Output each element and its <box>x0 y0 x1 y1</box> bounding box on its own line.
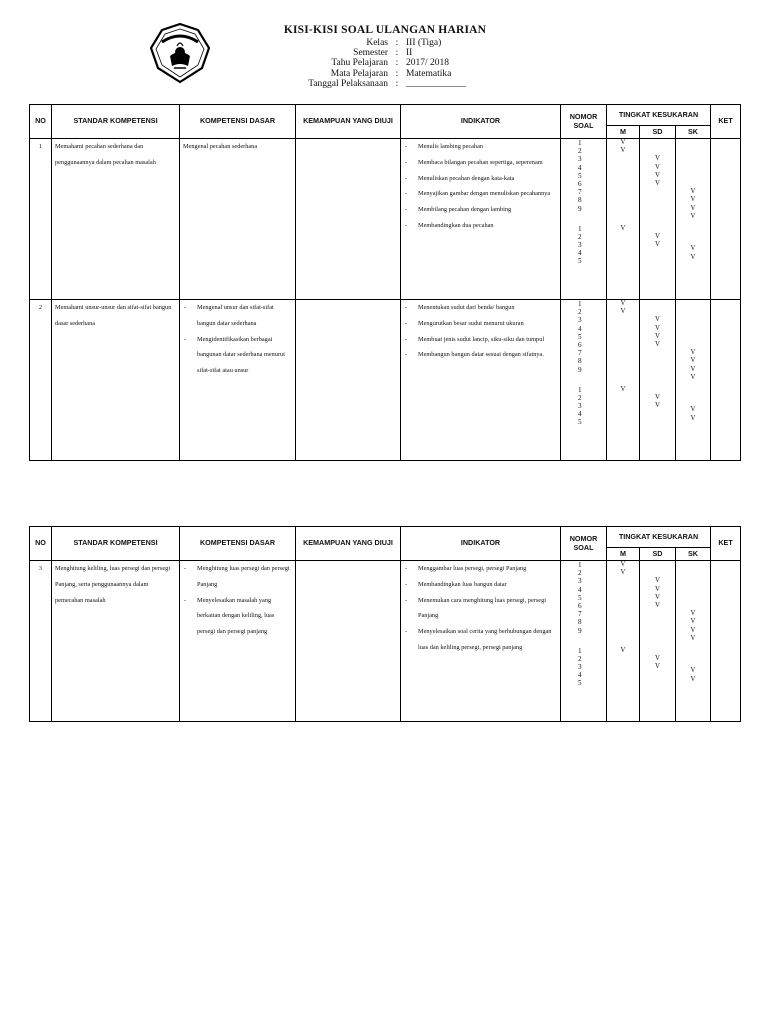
col-sd: SD <box>640 548 676 561</box>
question-number <box>578 374 606 386</box>
question-number <box>578 213 606 225</box>
check-mark <box>676 594 710 602</box>
row-mark-m <box>607 300 640 461</box>
question-number: 9 <box>578 365 582 374</box>
question-number: 5 <box>578 593 582 602</box>
check-mark: V <box>655 232 660 240</box>
check-mark <box>607 180 639 188</box>
check-mark <box>607 213 639 225</box>
col-kemampuan: KEMAMPUAN YANG DIUJI <box>296 105 401 139</box>
check-mark: V <box>690 245 696 253</box>
col-indikator: INDIKATOR <box>401 527 561 561</box>
meta-tanggal-pelaksanaan <box>252 79 546 89</box>
check-mark <box>640 196 675 204</box>
check-mark: V <box>655 593 660 601</box>
check-mark <box>676 333 710 341</box>
check-mark <box>640 257 675 265</box>
check-mark <box>676 651 710 659</box>
check-mark <box>607 586 639 594</box>
meta-value: ______________ <box>406 78 466 89</box>
row-kompetensi-dasar: Mengenal pecahan sederhana <box>180 139 296 300</box>
check-mark <box>607 155 639 163</box>
col-indikator: INDIKATOR <box>401 105 561 139</box>
check-mark: V <box>690 414 696 422</box>
check-mark <box>607 618 639 626</box>
row-nomor-soal <box>561 139 607 300</box>
check-mark <box>607 241 639 249</box>
check-mark <box>676 147 710 155</box>
check-mark: V <box>690 253 696 261</box>
check-mark: V <box>655 577 660 585</box>
question-number: 6 <box>578 601 582 610</box>
list-item: - Mengenal unsur dan sifat-sifat bangun datar sederhana <box>184 300 293 332</box>
question-number: 7 <box>578 188 582 197</box>
question-number: 3 <box>578 663 582 672</box>
check-mark: V <box>620 561 626 568</box>
check-mark <box>676 659 710 667</box>
question-number: 2 <box>578 569 582 578</box>
check-mark <box>607 349 639 357</box>
row-mark-sd <box>640 561 676 722</box>
row-mark-m <box>607 561 640 722</box>
check-mark: V <box>655 402 660 410</box>
check-mark <box>607 627 639 635</box>
col-standar-kompetensi: STANDAR KOMPETENSI <box>52 105 180 139</box>
check-mark: V <box>620 147 626 155</box>
check-mark: V <box>690 212 696 220</box>
indikator-list <box>401 139 560 234</box>
check-mark <box>607 418 639 426</box>
indikator-list <box>401 300 560 363</box>
list-item: - Menuliskan pecahan dengan kata-kata <box>405 171 558 187</box>
question-number: 1 <box>578 385 582 394</box>
check-mark: V <box>655 663 660 671</box>
question-number: 2 <box>578 232 582 241</box>
question-number: 9 <box>578 204 582 213</box>
table-row <box>30 300 741 461</box>
check-mark <box>640 386 675 394</box>
check-mark <box>607 164 639 172</box>
meta-label: Tanggal Pelaksanaan <box>308 78 388 89</box>
question-number: 1 <box>578 561 582 569</box>
col-ket: KET <box>711 527 741 561</box>
question-number: 2 <box>578 654 582 663</box>
meta-colon: : <box>395 78 399 89</box>
question-number: 4 <box>578 410 582 419</box>
check-mark <box>607 196 639 204</box>
check-mark <box>640 308 675 316</box>
col-sk: SK <box>676 548 711 561</box>
row-standar-kompetensi: Memahami unsur-unsur dan sifat-sifat bangun dasar sederhana <box>52 300 180 461</box>
check-mark <box>607 341 639 349</box>
question-number: 6 <box>578 340 582 349</box>
indikator-list <box>401 561 560 656</box>
question-number <box>578 635 606 647</box>
row-nomor-soal <box>561 561 607 722</box>
check-mark <box>676 139 710 147</box>
check-mark <box>607 188 639 196</box>
check-mark <box>640 357 675 365</box>
check-mark <box>640 410 675 418</box>
check-mark: V <box>690 204 696 212</box>
check-mark <box>607 394 639 402</box>
row-standar-kompetensi: Memahami pecahan sederhana dan penggunaannya dalam pecahan masalah <box>52 139 180 300</box>
col-nomor-soal: NOMOR SOAL <box>561 105 607 139</box>
question-number: 3 <box>578 155 582 164</box>
document-meta <box>252 38 546 89</box>
check-mark <box>607 655 639 663</box>
list-item: - Menghitung luas persegi dan persegi Panjang <box>184 561 293 593</box>
question-number: 3 <box>578 316 582 325</box>
col-sk: SK <box>676 126 711 139</box>
check-mark: V <box>620 139 626 146</box>
col-standar-kompetensi: STANDAR KOMPETENSI <box>52 527 180 561</box>
check-mark <box>607 374 639 386</box>
list-item: - Membaca bilangan pecahan sepertiga, seperenam <box>405 155 558 171</box>
check-mark <box>640 213 675 225</box>
check-mark <box>640 205 675 213</box>
question-number: 7 <box>578 349 582 358</box>
question-number: 5 <box>578 679 582 688</box>
check-mark: V <box>690 618 696 626</box>
meta-label: Mata Pelajaran <box>330 68 388 79</box>
check-mark <box>607 366 639 374</box>
row-mark-sk <box>676 300 711 461</box>
list-item: - Membandingkan luas bangun datar <box>405 577 558 593</box>
check-mark: V <box>690 373 696 381</box>
meta-value: Matematika <box>406 68 452 79</box>
col-kompetensi-dasar: KOMPETENSI DASAR <box>180 105 296 139</box>
question-number: 1 <box>578 224 582 233</box>
check-mark: V <box>655 179 660 187</box>
check-mark: V <box>620 224 626 232</box>
meta-colon: : <box>395 68 399 79</box>
check-mark <box>607 594 639 602</box>
check-mark <box>640 147 675 155</box>
question-number: 7 <box>578 610 582 619</box>
check-mark <box>676 300 710 308</box>
check-mark: V <box>655 332 660 340</box>
meta-colon: : <box>395 38 399 48</box>
check-mark <box>676 221 710 229</box>
meta-label: Tahu Pelajaran <box>331 58 388 69</box>
row-indikator <box>401 139 561 300</box>
kompetensi-dasar-list <box>180 561 295 640</box>
meta-colon: : <box>395 58 399 69</box>
check-mark <box>676 155 710 163</box>
row-ket <box>711 139 741 300</box>
question-number: 6 <box>578 179 582 188</box>
list-item: - Mengidentifikasikan berbagai bangunan datar sederhana menurut sifat-sifat atau unsur <box>184 332 293 379</box>
list-item: - Menyajikan gambar dengan menuliskan pecahannya <box>405 186 558 202</box>
check-mark: V <box>655 316 660 324</box>
check-mark: V <box>655 155 660 163</box>
question-number: 8 <box>578 196 582 205</box>
check-mark: V <box>620 569 626 577</box>
kisi-kisi-table-1 <box>29 104 741 461</box>
table-row <box>30 139 741 300</box>
question-number: 4 <box>578 249 582 258</box>
list-item: - Membandingkan dua pecahan <box>405 218 558 234</box>
check-mark: V <box>655 241 660 249</box>
table-row <box>30 561 741 722</box>
check-mark <box>676 569 710 577</box>
check-mark <box>640 139 675 147</box>
question-number: 8 <box>578 357 582 366</box>
row-indikator <box>401 561 561 722</box>
check-mark: V <box>690 634 696 642</box>
row-mark-sd <box>640 139 676 300</box>
check-mark: V <box>690 675 696 683</box>
question-number: 4 <box>578 585 582 594</box>
kompetensi-dasar-list <box>180 300 295 379</box>
meta-mata-pelajaran <box>252 69 546 79</box>
row-kemampuan <box>296 561 401 722</box>
col-tingkat-kesukaran: TINGKAT KESUKARAN <box>607 527 711 548</box>
check-mark: V <box>655 601 660 609</box>
check-mark <box>640 627 675 635</box>
check-mark: V <box>690 610 696 618</box>
check-mark: V <box>690 667 696 675</box>
meta-value: III (Tiga) <box>406 38 442 48</box>
list-item: - Membilang pecahan dengan lambing <box>405 202 558 218</box>
row-no: 1 <box>30 139 52 300</box>
check-mark <box>676 164 710 172</box>
meta-kelas <box>252 38 546 48</box>
check-mark: V <box>655 654 660 662</box>
check-mark <box>676 237 710 245</box>
check-mark <box>607 577 639 585</box>
check-mark <box>676 180 710 188</box>
check-mark <box>640 300 675 308</box>
col-sd: SD <box>640 126 676 139</box>
check-mark: V <box>655 393 660 401</box>
col-no: NO <box>30 527 52 561</box>
check-mark: V <box>620 300 626 307</box>
question-number: 3 <box>578 577 582 586</box>
row-kemampuan <box>296 139 401 300</box>
col-nomor-soal: NOMOR SOAL <box>561 527 607 561</box>
check-mark <box>607 316 639 324</box>
check-mark <box>607 249 639 257</box>
check-mark: V <box>655 163 660 171</box>
list-item: - Menulis lambing pecahan <box>405 139 558 155</box>
list-item: - Menemukan cara menghitung luas persegi, persegi Panjang <box>405 593 558 625</box>
check-mark <box>607 333 639 341</box>
check-mark <box>640 610 675 618</box>
meta-value: 2017/ 2018 <box>406 58 450 69</box>
question-number: 5 <box>578 171 582 180</box>
list-item: - Membuat jenis sudut lancip, siku-siku dan tumpul <box>405 332 558 348</box>
check-mark <box>640 418 675 426</box>
check-mark: V <box>690 196 696 204</box>
question-number: 2 <box>578 147 582 156</box>
list-item: - Membangun bangun datar sesuai dengan sifatnya. <box>405 347 558 363</box>
meta-colon: : <box>395 48 399 59</box>
row-mark-m <box>607 139 640 300</box>
check-mark <box>640 225 675 233</box>
check-mark <box>607 410 639 418</box>
row-kompetensi-dasar <box>180 561 296 722</box>
check-mark <box>640 249 675 257</box>
meta-label: Semester <box>353 48 388 59</box>
row-no: 3 <box>30 561 52 722</box>
check-mark <box>640 647 675 655</box>
list-item: - Mengurutkan besar sudut menurut ukuran <box>405 316 558 332</box>
question-number: 2 <box>578 393 582 402</box>
check-mark <box>640 618 675 626</box>
check-mark: V <box>620 308 626 316</box>
check-mark <box>676 390 710 398</box>
col-kompetensi-dasar: KOMPETENSI DASAR <box>180 527 296 561</box>
col-ket: KET <box>711 105 741 139</box>
row-standar-kompetensi: Menghitung keliling, luas persegi dan persegi Panjang, serta penggunaannya dalam pemecahan masalah <box>52 561 180 722</box>
check-mark <box>607 663 639 671</box>
col-m: M <box>607 548 640 561</box>
check-mark <box>676 172 710 180</box>
check-mark <box>607 679 639 687</box>
check-mark <box>676 341 710 349</box>
row-ket <box>711 300 741 461</box>
row-ket <box>711 561 741 722</box>
list-item: - Menentukan sudut dari benda/ bangun <box>405 300 558 316</box>
check-mark <box>607 172 639 180</box>
col-m: M <box>607 126 640 139</box>
meta-tahun-pelajaran <box>252 58 546 68</box>
tut-wuri-handayani-logo <box>148 22 212 84</box>
check-mark <box>676 643 710 651</box>
check-mark <box>607 233 639 241</box>
check-mark <box>640 366 675 374</box>
row-indikator <box>401 300 561 461</box>
check-mark <box>607 635 639 647</box>
meta-label: Kelas <box>366 38 388 48</box>
check-mark <box>640 374 675 386</box>
col-no: NO <box>30 105 52 139</box>
check-mark <box>676 382 710 390</box>
check-mark <box>676 325 710 333</box>
check-mark <box>640 188 675 196</box>
row-mark-sk <box>676 561 711 722</box>
check-mark <box>607 257 639 265</box>
question-number: 5 <box>578 418 582 427</box>
check-mark <box>607 205 639 213</box>
check-mark <box>676 586 710 594</box>
check-mark: V <box>690 406 696 414</box>
check-mark <box>607 602 639 610</box>
check-mark: V <box>655 585 660 593</box>
question-number: 8 <box>578 618 582 627</box>
question-number: 3 <box>578 402 582 411</box>
check-mark <box>640 349 675 357</box>
question-number: 4 <box>578 671 582 680</box>
row-kompetensi-dasar <box>180 300 296 461</box>
question-number: 1 <box>578 300 582 308</box>
check-mark: V <box>690 349 696 357</box>
kisi-kisi-table-2 <box>29 526 741 722</box>
check-mark <box>607 325 639 333</box>
list-item: - Menyelesaikan masalah yang berkaitan dengan keliling, luas persegi dan persegi panjang <box>184 593 293 640</box>
list-item: - Menggambar luas persegi, persegi Panjang <box>405 561 558 577</box>
row-nomor-soal <box>561 300 607 461</box>
check-mark: V <box>655 340 660 348</box>
list-item: - Menyelesaikan soal cerita yang berhubungan dengan luas dan keliling persegi, persegi panjang <box>405 624 558 656</box>
check-mark <box>607 357 639 365</box>
question-number: 5 <box>578 257 582 266</box>
meta-value: II <box>406 48 413 59</box>
check-mark: V <box>620 646 626 654</box>
check-mark <box>676 561 710 569</box>
col-tingkat-kesukaran: TINGKAT KESUKARAN <box>607 105 711 126</box>
check-mark <box>676 577 710 585</box>
check-mark <box>607 610 639 618</box>
question-number: 9 <box>578 626 582 635</box>
meta-semester <box>252 48 546 58</box>
document-title: KISI-KISI SOAL ULANGAN HARIAN <box>283 24 487 36</box>
question-number: 4 <box>578 324 582 333</box>
question-number: 1 <box>578 139 582 147</box>
check-mark: V <box>690 188 696 196</box>
check-mark <box>676 308 710 316</box>
check-mark: V <box>655 324 660 332</box>
col-kemampuan: KEMAMPUAN YANG DIUJI <box>296 527 401 561</box>
row-kemampuan <box>296 300 401 461</box>
check-mark <box>676 316 710 324</box>
check-mark <box>607 671 639 679</box>
row-no: 2 <box>30 300 52 461</box>
check-mark: V <box>690 365 696 373</box>
check-mark <box>640 561 675 569</box>
row-mark-sk <box>676 139 711 300</box>
question-number: 1 <box>578 646 582 655</box>
row-mark-sd <box>640 300 676 461</box>
check-mark <box>607 402 639 410</box>
check-mark <box>640 671 675 679</box>
question-number: 4 <box>578 163 582 172</box>
check-mark <box>676 398 710 406</box>
question-number: 2 <box>578 308 582 317</box>
check-mark <box>676 602 710 610</box>
check-mark: V <box>690 357 696 365</box>
check-mark <box>640 635 675 647</box>
check-mark <box>640 569 675 577</box>
check-mark: V <box>690 626 696 634</box>
question-number: 5 <box>578 332 582 341</box>
check-mark: V <box>655 171 660 179</box>
check-mark <box>640 679 675 687</box>
check-mark: V <box>620 385 626 393</box>
check-mark <box>676 229 710 237</box>
question-number: 3 <box>578 241 582 250</box>
